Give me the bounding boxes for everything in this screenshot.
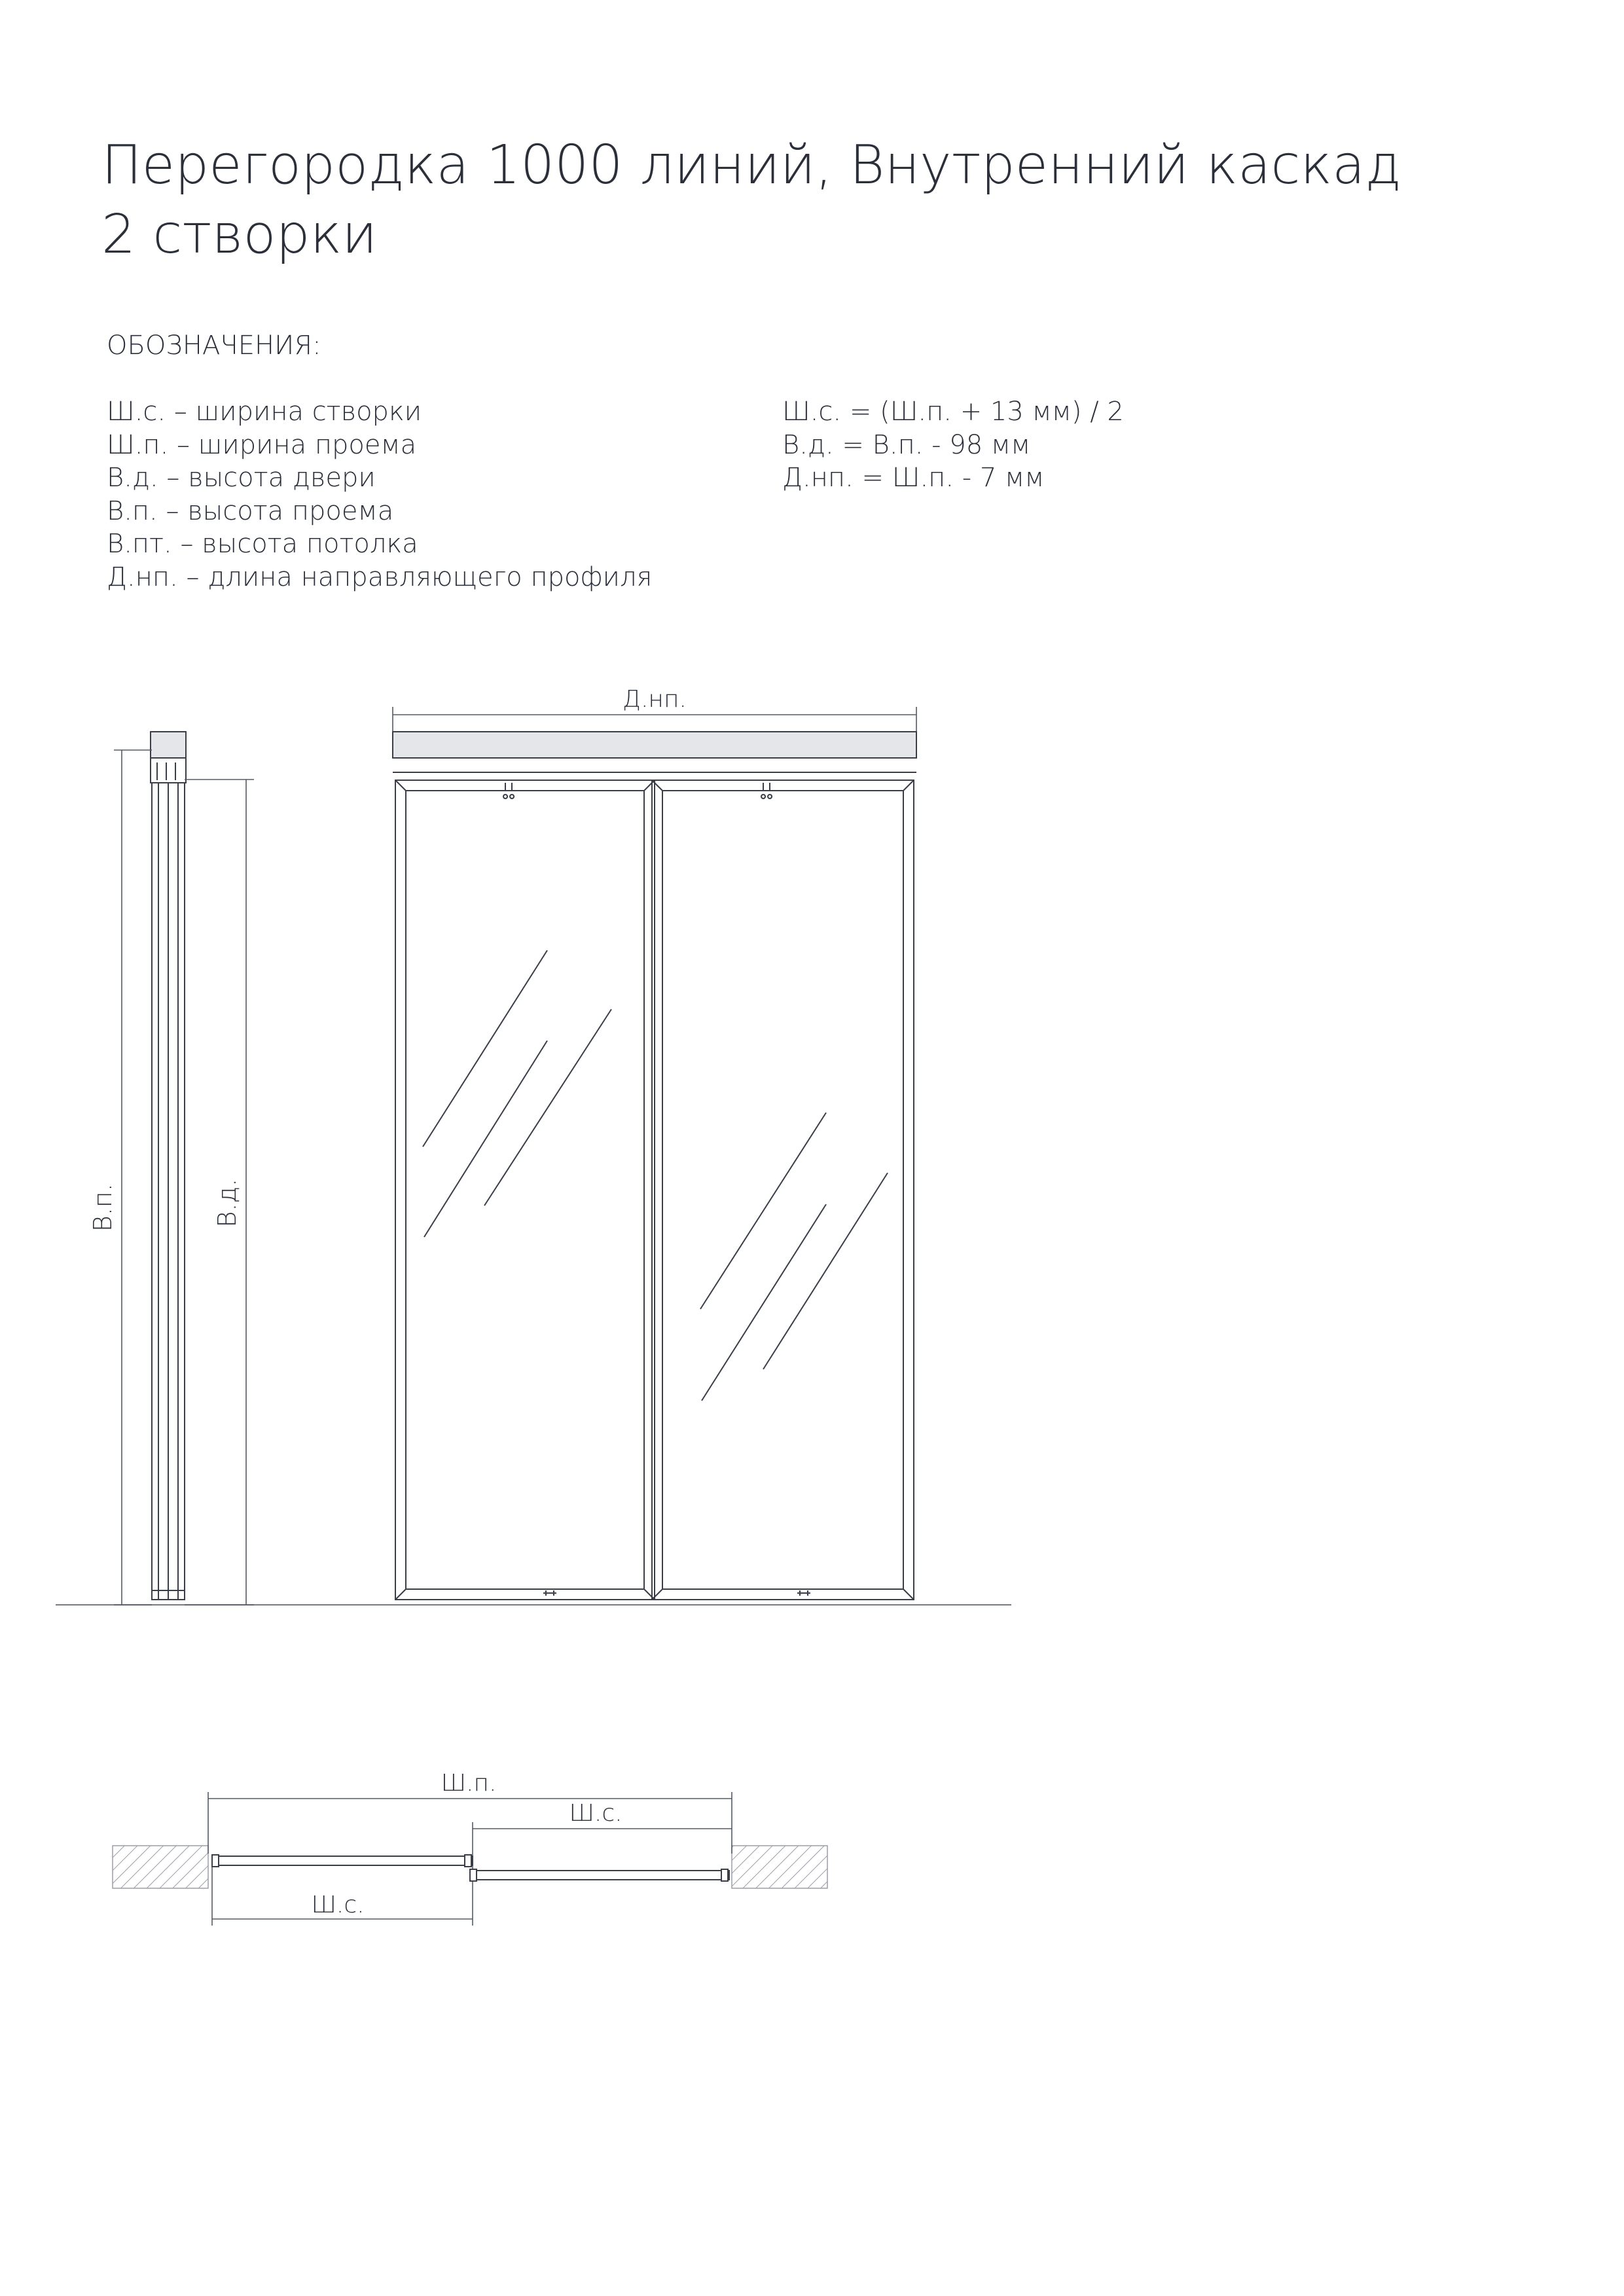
side-view bbox=[151, 732, 186, 1600]
legend-item: В.пт. – высота потолка bbox=[107, 529, 418, 559]
legend-item: Ш.п. – ширина проема bbox=[107, 429, 417, 460]
legend-item: Д.нп. – длина направляющего профиля bbox=[107, 562, 653, 592]
title-line-2: 2 створки bbox=[101, 204, 378, 266]
label-leaf-width-bottom: Ш.с. bbox=[311, 1892, 365, 1918]
label-door-height: В.д. bbox=[213, 1178, 242, 1228]
legend-heading: ОБОЗНАЧЕНИЯ: bbox=[107, 331, 321, 361]
wall-right bbox=[732, 1846, 827, 1888]
label-opening-height: В.п. bbox=[88, 1183, 117, 1232]
formula-door-height: В.д. = В.п. - 98 мм bbox=[782, 429, 1031, 460]
plan-leaf-back bbox=[470, 1871, 729, 1880]
label-leaf-width-top: Ш.с. bbox=[569, 1800, 623, 1827]
side-roller-block bbox=[151, 758, 186, 783]
plan-leaf-front bbox=[212, 1856, 473, 1865]
formula-leaf-width: Ш.с. = (Ш.п. + 13 мм) / 2 bbox=[782, 397, 1124, 427]
label-guide-length: Д.нп. bbox=[623, 686, 687, 713]
left-leaf bbox=[395, 780, 655, 1600]
legend-item: Ш.с. – ширина створки bbox=[107, 397, 422, 427]
title-line-1: Перегородка 1000 линий, Внутренний каскад bbox=[101, 134, 1401, 196]
wall-left bbox=[113, 1846, 208, 1888]
legend-item: В.п. – высота проема bbox=[107, 495, 394, 526]
guide-rail bbox=[393, 732, 916, 758]
plan-leaves bbox=[212, 1855, 729, 1881]
formula-guide-length: Д.нп. = Ш.п. - 7 мм bbox=[782, 463, 1045, 493]
legend-item: В.д. – высота двери bbox=[107, 463, 376, 493]
right-leaf bbox=[652, 780, 914, 1600]
side-rail-cap bbox=[151, 732, 186, 758]
label-opening-width: Ш.п. bbox=[441, 1770, 497, 1797]
